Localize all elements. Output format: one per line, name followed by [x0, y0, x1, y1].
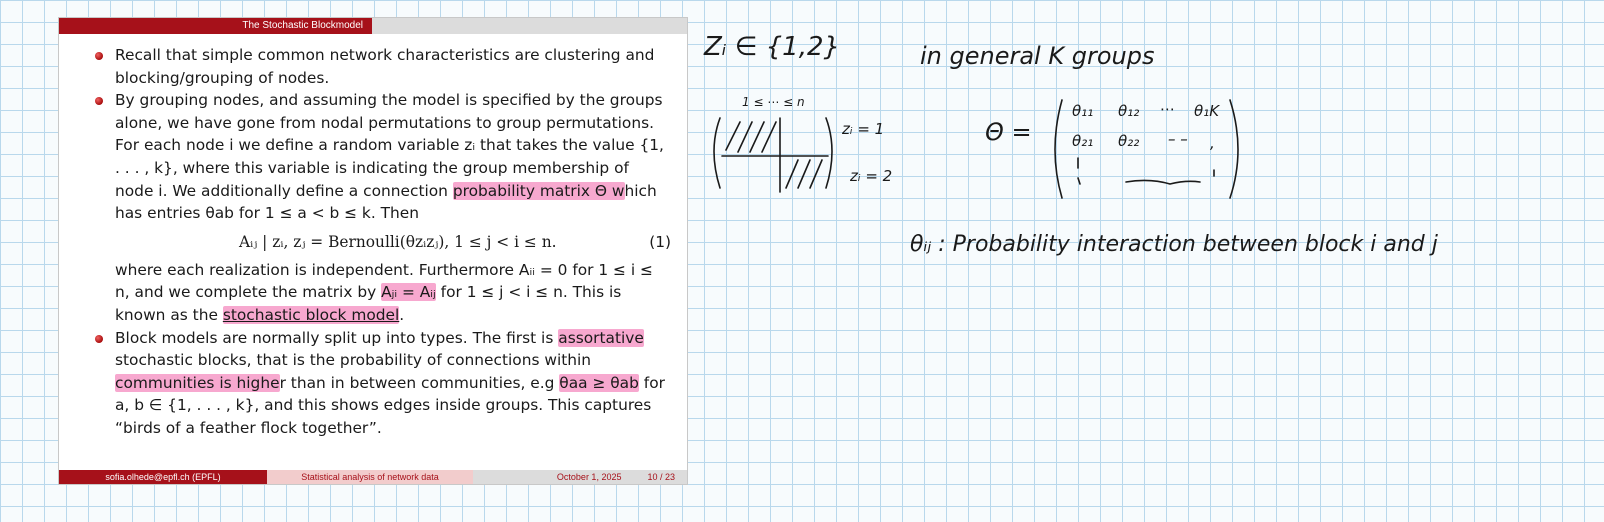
bullet-grouping: By grouping nodes, and assuming the model is specified by the groups alone, we have gone from nodal permutations to group permutations. For each node i we define a random variable zᵢ that takes the value {1, . . . , k}, where this variable is indicating the group membership of node i. We additionally define a connection probability matrix Θ which has entries θab for 1 ≤ a < b ≤ k. Then Aᵢⱼ | zᵢ, zⱼ = Bernoulli(θzᵢzⱼ), 1 ≤ j < i ≤ n. (1) where each realization is independent. Furthermore Aᵢᵢ = 0 for 1 ≤ i ≤ n, and we complete the matrix by Aⱼᵢ = Aᵢⱼ for 1 ≤ j < i ≤ n. This is known as the stochastic block model. [89, 89, 671, 326]
sketch-hatch-block-2 [786, 160, 822, 188]
note-m22: θ₂₂ [1118, 132, 1140, 150]
note-m2dots: – – [1168, 130, 1188, 148]
highlight-probability-matrix: probability matrix Θ w [452, 181, 625, 200]
note-zi-2: zᵢ = 2 [850, 167, 893, 185]
sketch-theta-bracket-left [1055, 100, 1062, 198]
footer-date: October 1, 2025 [556, 472, 622, 482]
footer-course: Statistical analysis of network data [267, 470, 473, 484]
equation-1: Aᵢⱼ | zᵢ, zⱼ = Bernoulli(θzᵢzⱼ), 1 ≤ j < i ≤ n. (1) [115, 225, 671, 259]
note-m21: θ₂₁ [1072, 132, 1094, 150]
slide-title: The Stochastic Blockmodel [59, 18, 372, 34]
note-m11: θ₁₁ [1072, 102, 1094, 120]
note-m2end: , [1210, 134, 1215, 152]
highlight-communities: communities is highe [115, 373, 280, 392]
bullet-block-types: Block models are normally split up into types. The first is assortative stochastic blocks, that is the probability of connections within communities is higher than in between communities, e.g θaa ≥ θab for a, b ∈ {1, . . . , k}, and this shows edges inside groups. This captures “birds of a feather flock together”. [89, 327, 671, 440]
note-m12: θ₁₂ [1118, 102, 1140, 120]
note-theta-ij-definition: θᵢⱼ : Probability interaction between block i and j [910, 232, 1438, 257]
highlight-theta-inequality: θaa ≥ θab [559, 373, 639, 392]
sketch-hatch-block-1 [726, 122, 776, 152]
note-general-k-groups: in general K groups [920, 42, 1155, 70]
highlight-assortative: assortative [558, 328, 644, 347]
highlight-symmetry: Aⱼᵢ = Aᵢⱼ [381, 283, 436, 302]
note-m1dots: ⋯ [1160, 100, 1175, 118]
sketch-bracket-right [826, 118, 832, 188]
note-z-definition: Zᵢ ∈ {1,2} [704, 32, 841, 62]
bullet-clustering: Recall that simple common network characteristics are clustering and blocking/grouping of nodes. [89, 44, 671, 89]
sketch-bracket-left [714, 118, 720, 188]
note-zi-1: zᵢ = 1 [842, 120, 885, 138]
note-theta-symbol: Θ = [985, 118, 1032, 146]
note-m1k: θ₁K [1194, 102, 1220, 120]
footer-author: sofia.olhede@epfl.ch (EPFL) [59, 470, 267, 484]
highlight-stochastic-block-model: stochastic block model [222, 305, 400, 324]
sketch-theta-bracket-right [1230, 100, 1238, 198]
equation-number: (1) [649, 232, 671, 251]
note-index-range: 1 ≤ ⋯ ≤ n [742, 95, 805, 109]
footer-page: 10 / 23 [647, 472, 675, 482]
